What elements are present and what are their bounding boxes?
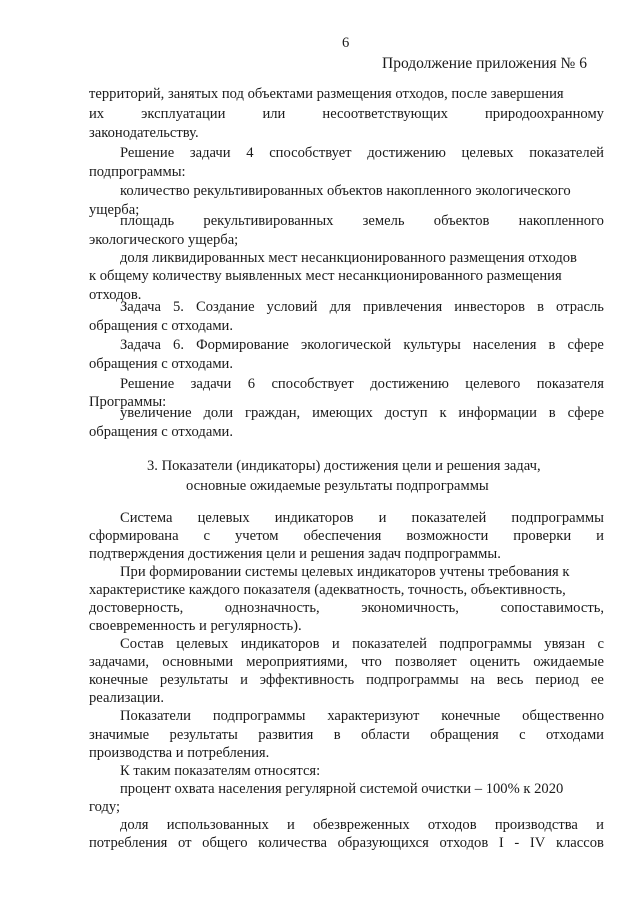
word: Показатели [120,708,191,724]
text-line [89,125,199,142]
word: отходов [439,835,489,851]
text-line [120,708,604,725]
word: 6. [173,337,184,353]
word: экологической [301,337,392,353]
word: позволяет [394,654,457,670]
word: к [439,405,447,421]
word: ущерба; [89,202,140,218]
word: характеризуют [327,708,420,724]
word: эффективность [259,672,355,688]
word: производства и потребления. [89,745,270,761]
text-line [89,835,604,852]
text-line [120,405,604,422]
word: обезвреженных [312,817,410,833]
word: показателя [536,376,604,392]
word: территорий, занятых под объектами размещения отходов, после завершения [89,86,564,102]
word: подпрограммы [439,636,532,652]
text-line [120,510,604,527]
word: в [548,337,556,353]
text-line [89,232,238,249]
word: способствует [271,376,354,392]
text-line [89,528,604,545]
page-number: 6 [342,35,350,51]
word: доля ликвидированных мест несанкционированного размещения отходов [120,250,577,266]
word: Формирование [196,337,289,353]
word: или [262,106,286,122]
text-line [120,183,571,200]
text-line [120,213,604,230]
word: своевременность и регулярность). [89,618,302,634]
word: подпрограммы [511,510,604,526]
word: Система [120,510,173,526]
word: объектов [433,213,490,229]
text-line [89,654,604,671]
word: рекультивированных [203,213,334,229]
section-heading-line [147,458,541,475]
word: процент охвата населения регулярной системой очистки – 100% к 2020 [120,781,564,797]
word: 6 [247,376,256,392]
word: имеющих [312,405,373,421]
word: подпрограммы: [89,164,186,180]
text-line [89,727,604,744]
word: I [498,835,504,851]
word: целевых [197,510,250,526]
text-line [89,745,269,762]
word: ее [590,672,604,688]
word: обращения [430,727,499,743]
text-line [120,564,570,581]
word: показателей [352,636,427,652]
word: отходов. [89,287,142,303]
word: доступ [384,405,428,421]
text-line [89,164,186,181]
word: в [548,405,556,421]
word: способствует [269,145,352,161]
word: и [378,510,387,526]
word: обращения с отходами. [89,424,234,440]
text-line [89,799,120,816]
word: индикаторов [240,636,320,652]
word: задачи [189,145,231,161]
word: IV [529,835,546,851]
word: экологического ущерба; [89,232,239,248]
text-line [120,376,604,393]
word: характеристике каждого показателя (адекватность, точность, объективность, [89,582,566,598]
word: увеличение [120,405,192,421]
word: сфере [567,337,604,353]
text-line [120,250,577,267]
word: оценить [469,654,521,670]
word: количество рекультивированных объектов накопленного экологического [120,183,571,199]
word: Задача [120,299,161,315]
word: условий [266,299,318,315]
word: в [537,299,544,315]
text-line [89,600,604,617]
word: основные ожидаемые результаты подпрограммы [186,478,489,494]
word: несоответствующих [322,106,448,122]
word: увязан [544,636,586,652]
word: Создание [196,299,255,315]
word: потребления [89,835,168,851]
section-heading-line [186,478,489,495]
word: задачи [190,376,232,392]
word: и [331,636,340,652]
word: Состав [120,636,164,652]
text-line [89,106,604,123]
word: - [514,835,520,851]
word: на [470,672,485,688]
text-line [89,672,604,689]
word: культуры [403,337,461,353]
word: мероприятиями, [246,654,348,670]
word: достижению [370,376,449,392]
word: сопоставимость, [500,600,604,616]
word: к общему количеству выявленных мест несанкционированного размещения [89,268,562,284]
word: инвесторов [454,299,525,315]
text-line [89,582,604,599]
word: При формировании системы целевых индикаторов учтены требования к [120,564,570,580]
word: возможности [406,528,489,544]
word: эксплуатации [141,106,226,122]
word: накопленного [518,213,604,229]
word: общественно [522,708,604,724]
word: от [178,835,192,851]
word: конечные [441,708,501,724]
word: основными [162,654,234,670]
word: показателей [411,510,487,526]
word: период [535,672,580,688]
continuation-header: Продолжение приложения № 6 [382,55,587,72]
word: количества [258,835,327,851]
word: граждан, [244,405,301,421]
word: Решение [120,145,175,161]
word: подпрограммы [366,672,459,688]
word: доля [120,817,149,833]
text-line [89,424,233,441]
word: и [596,528,604,544]
word: и [286,817,295,833]
word: значимые [89,727,150,743]
word: привлечения [363,299,443,315]
word: проверки [513,528,572,544]
text-line [120,763,320,780]
word: К таким показателям относятся: [120,763,321,779]
word: результаты [159,672,229,688]
text-line [120,337,604,354]
word: с [597,636,604,652]
word: достоверность, [89,600,184,616]
word: сформирована [89,528,179,544]
word: целевых [176,636,229,652]
word: году; [89,799,121,815]
word: их [89,106,105,122]
text-line [89,86,604,103]
word: области [360,727,410,743]
word: индикаторов [274,510,354,526]
word: с [519,727,526,743]
word: производства [494,817,578,833]
word: достижению [367,145,446,161]
word: в [333,727,341,743]
word: природоохранному [484,106,604,122]
word: конечные [89,672,149,688]
text-line [120,817,604,834]
word: 3. Показатели (индикаторы) достижения цели и решения задач, [147,458,541,474]
text-line [120,636,604,653]
word: сфере [567,405,604,421]
text-line [89,546,501,563]
word: реализации. [89,690,164,706]
word: показателей [529,145,604,161]
text-line [89,318,233,335]
text-line [120,781,563,798]
word: отрасль [556,299,604,315]
word: отходами [545,727,604,743]
text-line [120,145,604,162]
word: доли [203,405,234,421]
word: Задача [120,337,161,353]
word: и [240,672,248,688]
word: подпрограммы [212,708,306,724]
word: целевого [465,376,521,392]
word: использованных [166,817,269,833]
word: весь [496,672,524,688]
word: образующихся [337,835,429,851]
word: Решение [120,376,175,392]
word: информации [458,405,537,421]
text-line [120,299,604,316]
word: населения [472,337,537,353]
word: для [329,299,351,315]
word: отходов [427,817,477,833]
word: обращения с отходами. [89,356,234,372]
word: целевых [461,145,514,161]
word: развития [258,727,314,743]
text-line [89,356,233,373]
word: 4 [246,145,254,161]
word: обращения с отходами. [89,318,234,334]
text-line [89,618,302,635]
word: земель [362,213,405,229]
word: общего [202,835,248,851]
word: экономичность, [361,600,459,616]
text-line [89,690,164,707]
word: Программы: [89,394,167,410]
word: результаты [169,727,238,743]
word: и [596,817,604,833]
word: обеспечения [303,528,382,544]
word: классов [555,835,604,851]
word: с [203,528,211,544]
word: площадь [120,213,175,229]
word: подтверждения достижения цели и решения задач подпрограммы. [89,546,501,562]
word: задачами, [89,654,150,670]
word: учетом [234,528,279,544]
word: что [360,654,382,670]
text-line [89,268,604,285]
word: 5. [173,299,184,315]
word: ожидаемые [533,654,604,670]
word: однозначность, [224,600,320,616]
word: законодательству. [89,125,199,141]
